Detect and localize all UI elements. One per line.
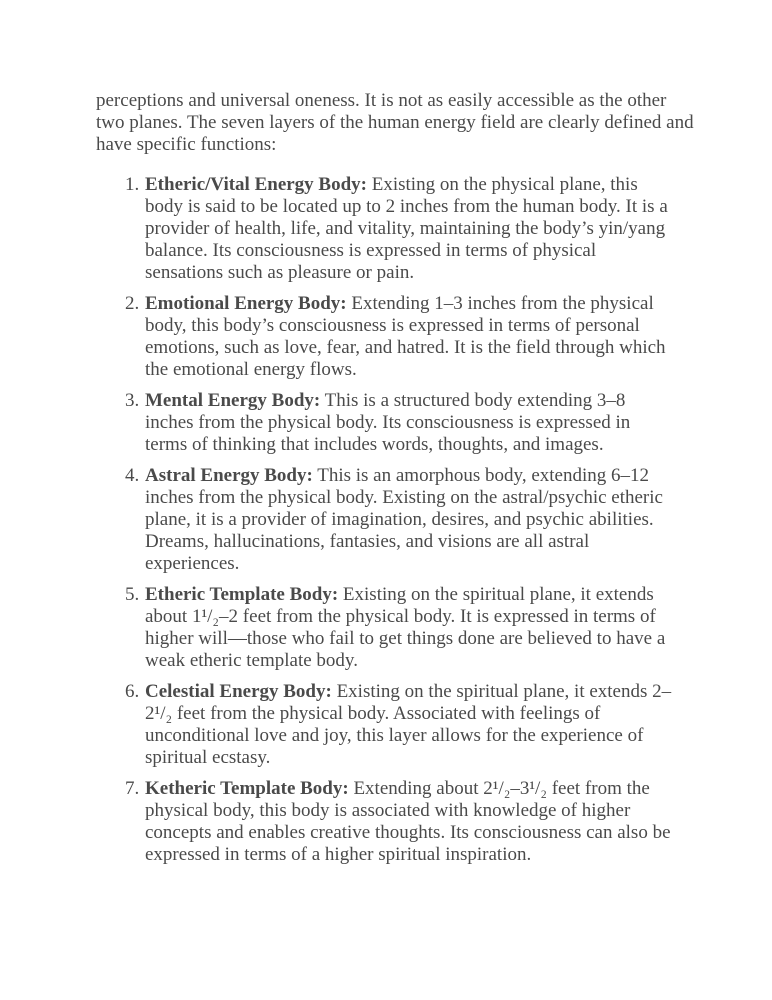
list-item-number: 5. (125, 584, 140, 605)
list-item-description: Extending about 2¹/₂–3¹/₂ feet from the physical body, this body is associated with knowledge of higher concepts and enables creative thoughts. Its consciousness can also be expressed in terms of a higher spiritual inspiration. (145, 778, 671, 865)
list-item-number: 7. (125, 778, 140, 799)
list-item-description: This is a structured body extending 3–8 inches from the physical body. Its consciousness is expressed in terms of thinking that includes words, thoughts, and images. (145, 390, 631, 455)
list-item-description: Existing on the physical plane, this body is said to be located up to 2 inches from the human body. It is a provider of health, life, and vitality, maintaining the body’s yin/yang balance. Its consciousness is expressed in terms of physical sensations such as pleasure or pain. (145, 174, 668, 283)
list-item-term: Etheric/Vital Energy Body: (145, 174, 367, 195)
list-item (96, 584, 676, 672)
list-item (96, 293, 676, 381)
list-item-number: 1. (125, 174, 140, 195)
list-item-description: Extending 1–3 inches from the physical body, this body’s consciousness is expressed in terms of personal emotions, such as love, fear, and hatred. It is the field through which the emotional energy flows. (145, 293, 666, 380)
list-item-term: Celestial Energy Body: (145, 681, 332, 702)
list-item-term: Mental Energy Body: (145, 390, 321, 411)
list-item-term: Astral Energy Body: (145, 465, 313, 486)
list-item-description: Existing on the spiritual plane, it extends 2–2¹/₂ feet from the physical body. Associated with feelings of unconditional love and joy, this layer allows for the experience of spiritual ecstasy. (145, 681, 672, 768)
list-item-number: 4. (125, 465, 140, 486)
list-item-description: This is an amorphous body, extending 6–12 inches from the physical body. Existing on the astral/psychic etheric plane, it is a provider of imagination, desires, and psychic abilities. Dreams, hallucinations, fantasies, and visions are all astral experiences. (145, 465, 663, 574)
list-item (96, 174, 676, 284)
list-item-number: 6. (125, 681, 140, 702)
list-item (96, 681, 676, 769)
list-item (96, 465, 676, 575)
list-item-description: Existing on the spiritual plane, it extends about 1¹/₂–2 feet from the physical body. It is expressed in terms of higher will—those who fail to get things done are believed to have a weak etheric template body. (145, 584, 666, 671)
intro-paragraph: perceptions and universal oneness. It is not as easily accessible as the other two planes. The seven layers of the human energy field are clearly defined and have specific functions: (96, 90, 694, 155)
list-item-number: 2. (125, 293, 140, 314)
list-item (96, 778, 676, 866)
list-item-term: Etheric Template Body: (145, 584, 339, 605)
list-item-term: Emotional Energy Body: (145, 293, 347, 314)
energy-body-list (96, 174, 676, 875)
list-item-term: Ketheric Template Body: (145, 778, 349, 799)
list-item (96, 390, 676, 456)
list-item-number: 3. (125, 390, 140, 411)
